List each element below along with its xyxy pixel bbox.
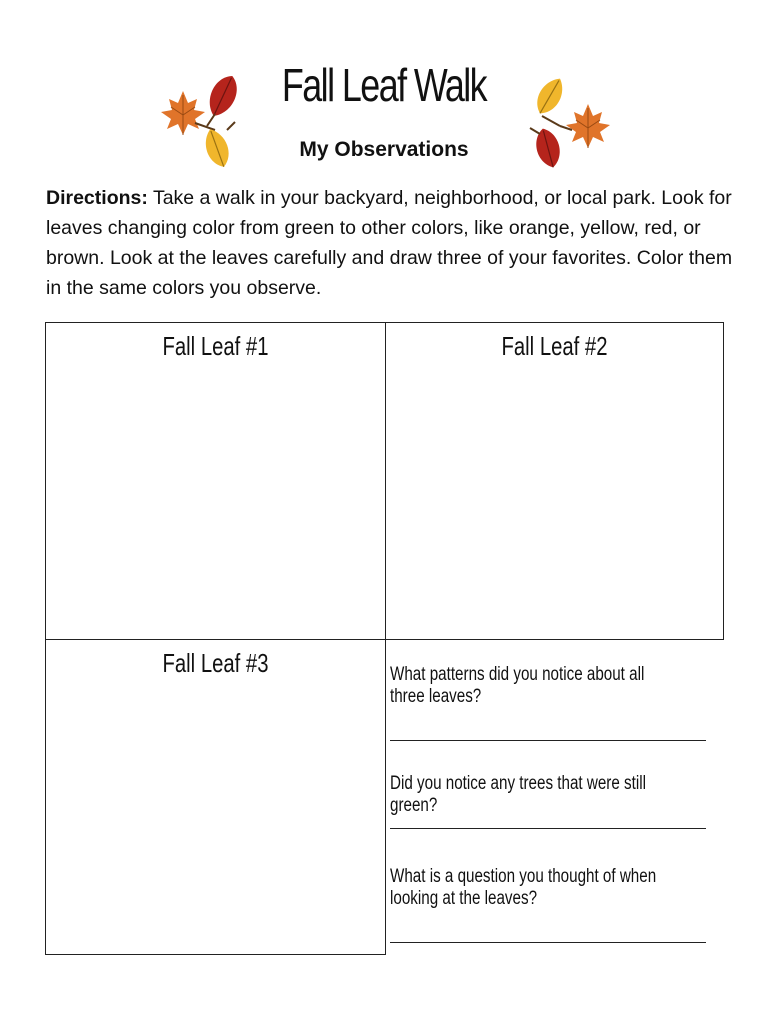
directions-body: Take a walk in your backyard, neighborhood, or local park. Look for leaves changing color from green to other colors, like orange, yellow, red, or brown. Look at the leaves carefully and draw three of your favorites. Color them in the same colors you observe. bbox=[46, 187, 733, 299]
answer-line-1[interactable] bbox=[390, 740, 706, 741]
leaf-box-2[interactable] bbox=[385, 322, 724, 640]
observation-grid bbox=[45, 322, 724, 955]
page-subtitle: My Observations bbox=[299, 138, 469, 161]
leaf-box-3[interactable] bbox=[45, 639, 386, 955]
page-title: Fall Leaf Walk bbox=[281, 59, 487, 111]
leaf-box-1[interactable] bbox=[45, 322, 386, 640]
directions-text bbox=[46, 183, 736, 303]
question-2: Did you notice any trees that were still green? bbox=[390, 773, 646, 816]
directions-label: Directions: bbox=[46, 187, 148, 209]
leaf-box-label: Fall Leaf #1 bbox=[162, 331, 269, 361]
answer-line-2[interactable] bbox=[390, 828, 706, 829]
question-1: What patterns did you notice about all three leaves? bbox=[390, 664, 645, 707]
leaf-box-label: Fall Leaf #2 bbox=[501, 331, 608, 361]
question-3: What is a question you thought of when looking at the leaves? bbox=[390, 866, 657, 909]
leaf-box-label: Fall Leaf #3 bbox=[162, 648, 269, 678]
answer-line-3[interactable] bbox=[390, 942, 706, 943]
